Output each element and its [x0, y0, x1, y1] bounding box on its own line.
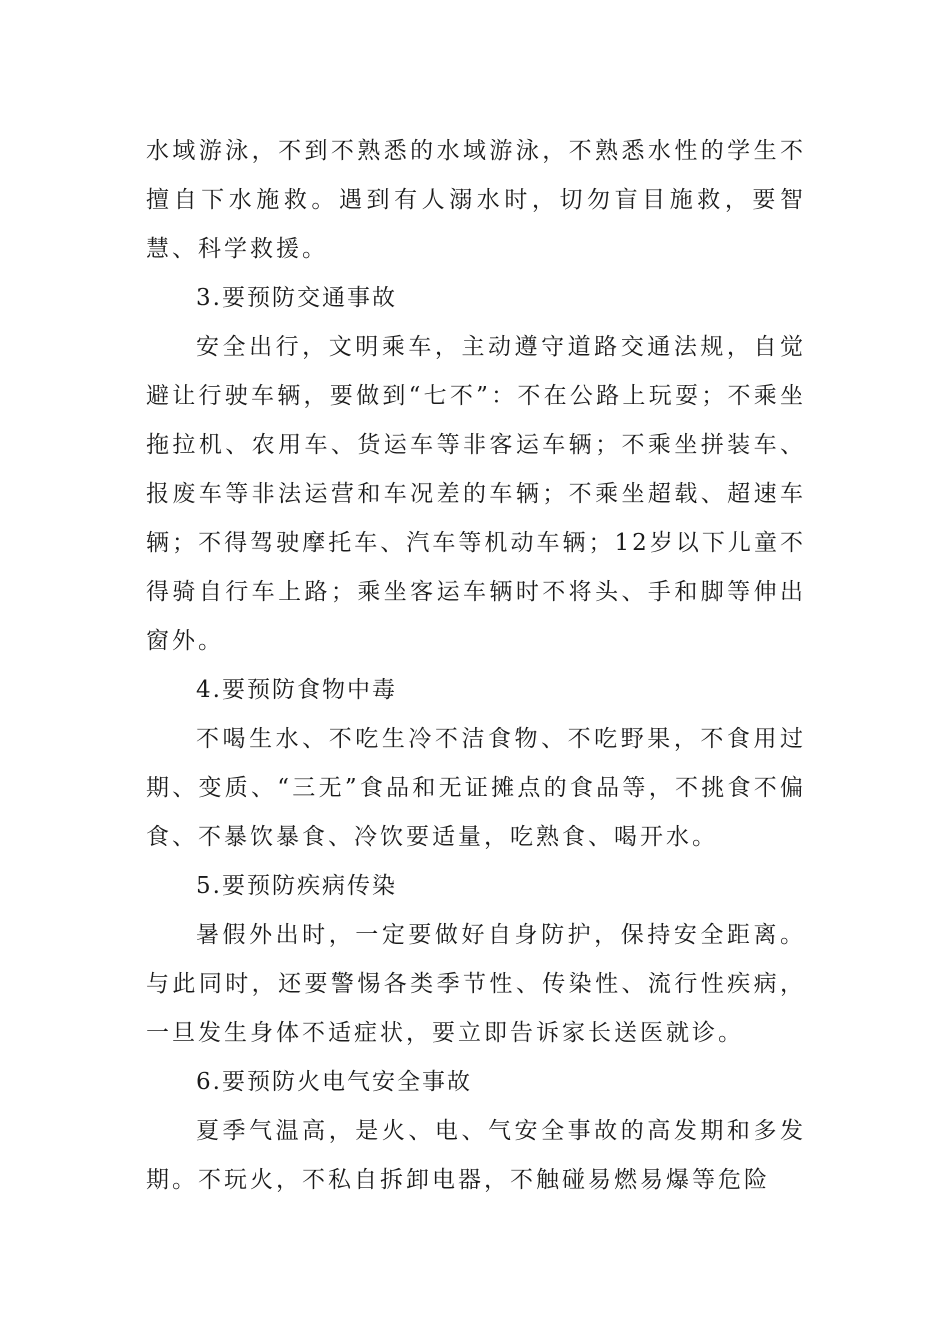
document-page	[146, 127, 806, 1205]
paragraph-drowning-continued: 水域游泳，不到不熟悉的水域游泳，不熟悉水性的学生不擅自下水施救。遇到有人溺水时，切勿盲目施救，要智慧、科学救援。	[146, 138, 806, 262]
paragraph-food-poisoning: 不喝生水、不吃生冷不洁食物、不吃野果，不食用过期、变质、“三无”食品和无证摊点的食品等，不挑食不偏食、不暴饮暴食、冷饮要适量，吃熟食、喝开水。	[146, 726, 806, 850]
paragraph-fire-electric-gas: 夏季气温高，是火、电、气安全事故的高发期和多发期。不玩火，不私自拆卸电器，不触碰易燃易爆等危险	[146, 1118, 806, 1193]
heading-food-poisoning: 4.要预防食物中毒	[196, 677, 397, 703]
heading-fire-electric-gas: 6.要预防火电气安全事故	[196, 1069, 472, 1095]
heading-disease-prevention: 5.要预防疾病传染	[196, 873, 397, 899]
paragraph-disease-prevention: 暑假外出时，一定要做好自身防护，保持安全距离。与此同时，还要警惕各类季节性、传染性、流行性疾病，一旦发生身体不适症状，要立即告诉家长送医就诊。	[146, 922, 806, 1046]
paragraph-traffic-safety: 安全出行，文明乘车，主动遵守道路交通法规，自觉避让行驶车辆，要做到“七不”：不在公路上玩耍；不乘坐拖拉机、农用车、货运车等非客运车辆；不乘坐拼装车、报废车等非法运营和车况差的车辆；不乘坐超载、超速车辆；不得驾驶摩托车、汽车等机动车辆；12岁以下儿童不得骑自行车上路；乘坐客运车辆时不将头、手和脚等伸出窗外。	[146, 334, 806, 654]
heading-traffic-safety: 3.要预防交通事故	[196, 285, 397, 311]
